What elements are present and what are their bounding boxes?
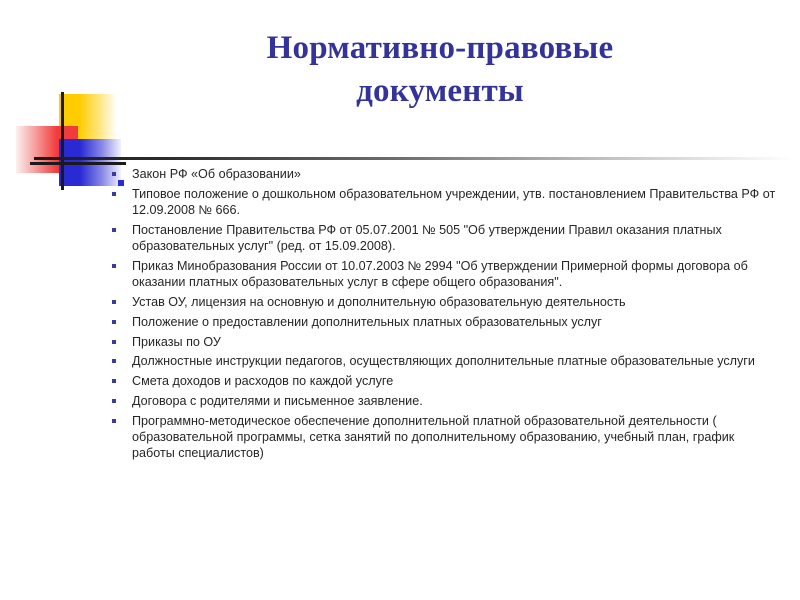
list-item	[110, 222, 780, 255]
list-item-label: Типовое положение о дошкольном образовательном учреждении, утв. постановлением Правительства РФ от 12.09.2008 № 666.	[132, 186, 776, 218]
list-item	[110, 314, 780, 330]
list-item-label: Положение о предоставлении дополнительных платных образовательных услуг	[132, 314, 602, 329]
logo-horizontal-line-icon	[30, 162, 126, 165]
list-item-label: Должностные инструкции педагогов, осуществляющих дополнительные платные образовательные услуги	[132, 354, 755, 369]
list-item	[110, 166, 780, 182]
slide-title-line-2: документы	[356, 73, 524, 109]
document-bullet-list	[110, 166, 780, 465]
square-bullet-icon	[112, 340, 116, 344]
square-bullet-icon	[112, 192, 116, 196]
list-item	[110, 186, 780, 219]
slide-title-line-1: Нормативно-правовые	[266, 30, 614, 66]
square-bullet-icon	[112, 419, 116, 423]
square-bullet-icon	[112, 399, 116, 403]
list-item	[110, 393, 780, 409]
list-item	[110, 413, 780, 462]
list-item-label: Постановление Правительства РФ от 05.07.2001 № 505 "Об утверждении Правил оказания платных образовательных услуг" (ред. от 15.09.2008).	[132, 222, 722, 254]
title-divider-rule	[34, 157, 794, 160]
list-item-label: Договора с родителями и письменное заявление.	[132, 394, 423, 409]
list-item-label: Приказ Минобразования России от 10.07.2003 № 2994 "Об утверждении Примерной формы договора об оказании платных образовательных услуг в сфере общего образования".	[132, 258, 748, 290]
square-bullet-icon	[112, 379, 116, 383]
list-item	[110, 334, 780, 350]
list-item-label: Программно-методическое обеспечение дополнительной платной образовательной деятельности ( образовательной программы, сетка занятий по дополнительному образованию, учебный план, график работы специалистов)	[132, 413, 735, 461]
square-bullet-icon	[112, 320, 116, 324]
list-item-label: Приказы по ОУ	[132, 334, 221, 349]
square-bullet-icon	[112, 359, 116, 363]
list-item	[110, 258, 780, 291]
list-item-label: Устав ОУ, лицензия на основную и дополнительную образовательную деятельность	[132, 295, 626, 310]
square-bullet-icon	[112, 228, 116, 232]
list-item	[110, 373, 780, 389]
slide-title	[120, 27, 760, 113]
list-item	[110, 353, 780, 369]
square-bullet-icon	[112, 264, 116, 268]
logo-vertical-line-icon	[61, 92, 64, 190]
square-bullet-icon	[112, 300, 116, 304]
list-item-label: Смета доходов и расходов по каждой услуге	[132, 374, 394, 389]
list-item	[110, 294, 780, 310]
list-item-label: Закон РФ «Об образовании»	[132, 167, 301, 181]
square-bullet-icon	[112, 172, 116, 176]
